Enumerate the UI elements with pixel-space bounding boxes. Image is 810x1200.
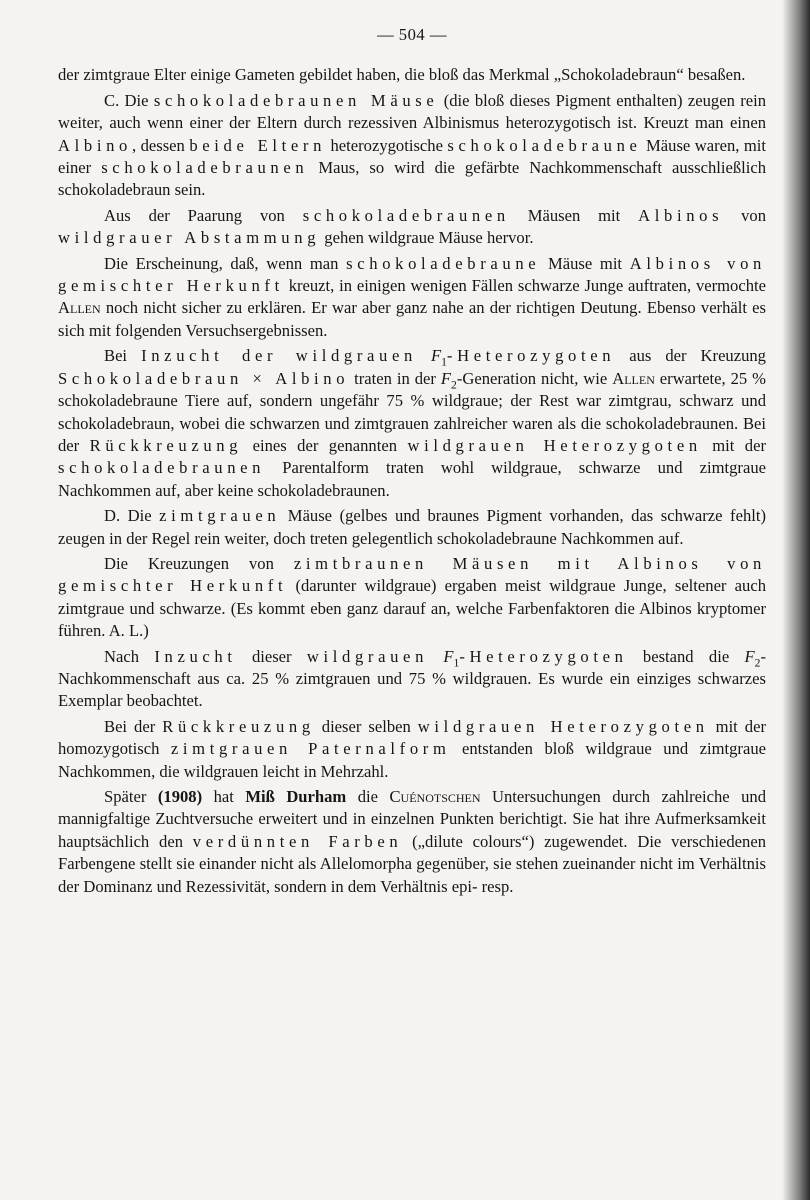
text: (darunter wildgraue) ergaben meist wildgraue Junge, seltener auch zimtgraue und schwarze. (Es kommt eben ganz darauf an, welche Farbenfaktoren die Albinos kryptomer führen. A. L.) (58, 576, 767, 641)
text: aus der Kreuzung (615, 346, 766, 366)
text: (die bloß dieses Pigment enthalten) zeugen rein weiter, auch wenn einer der Eltern durch rezessiven Albinismus heterozygotisch ist. Kreuzt man einen (58, 90, 766, 133)
paragraph-2-section-c (58, 90, 766, 202)
text: Später (104, 787, 158, 806)
spaced-text: schokoladebraune (447, 135, 642, 155)
paragraph-1 (58, 64, 766, 86)
text: D. Die (104, 506, 160, 526)
paragraph-3 (58, 205, 766, 250)
text: erwartete, 25 % schokoladebraune Tiere auf, sondern ungefähr 75 % wildgraue; der Rest war zimtgrau, schwarz und schokoladebraun, wobei die schwarzen und zimtgrauen zahlreicher waren als die schokoladebraunen. Bei der (58, 368, 766, 455)
text: Die Erscheinung, daß, wenn man (104, 253, 347, 273)
formula-f: F (430, 346, 442, 366)
text: Nach (104, 646, 155, 666)
paragraph-8 (58, 646, 766, 713)
text: („dilute colours“) zugewendet. Die verschiedenen Farbengene stellt sie einander nicht als Allelomorpha gegenüber, sie stehen zueinander nicht im Verhältnis der Dominanz und Rezessivität, sondern in dem Verhältnis epi- resp. (58, 831, 767, 896)
text: Mäuse waren, mit einer (58, 135, 767, 178)
text: mit der homozygotisch (58, 716, 766, 759)
spaced-text: -Heterozygoten (446, 346, 616, 366)
spaced-text: Albinos (638, 205, 724, 225)
paragraph-4 (58, 253, 766, 343)
formula-f: F (440, 368, 452, 388)
text: Mäuse mit (540, 253, 630, 273)
spaced-text: Rückkreuzung (89, 435, 243, 455)
text: Untersuchungen durch zahlreiche und mannigfaltige Zuchtversuche erweitert und in einzelnen Punkten berichtigt. Sie hat ihre Aufmerksamkeit hauptsächlich den (58, 787, 767, 851)
paragraph-10 (58, 786, 766, 898)
text: gehen wildgraue Mäuse hervor. (320, 228, 534, 248)
text: Mäusen mit (509, 205, 639, 225)
formula-subscript: 2 (754, 655, 761, 669)
spaced-text: schokoladebraunen Mäuse (153, 90, 439, 110)
spaced-text: wildgrauer Abstammung (58, 228, 321, 248)
spaced-text: verdünnten Farben (192, 831, 403, 851)
formula-f: F (744, 646, 755, 666)
page-number: — 504 — (377, 25, 447, 44)
text: noch nicht sicher zu erklären. Er war aber ganz nahe an der richtigen Deutung. Ebenso verhält es sich mit folgenden Versuchsergebnissen. (58, 298, 766, 340)
bold-year: (1908) (157, 787, 203, 806)
spaced-text: Inzucht der wildgrauen (141, 346, 417, 366)
author-name: Allen (612, 368, 655, 388)
text: Aus der Paarung von (104, 205, 303, 225)
spaced-text: Schokoladebraun × Albino (58, 368, 350, 388)
paragraph-9 (58, 716, 766, 783)
text: traten in der (349, 368, 441, 388)
spaced-text: schokoladebraunen (101, 158, 309, 178)
text: dieser selben (314, 716, 418, 736)
paragraph-6-section-d (58, 505, 766, 550)
text: eines der genannten (242, 435, 408, 455)
text: Die Kreuzungen von (104, 553, 294, 573)
text: -Nachkommenschaft aus ca. 25 % zimtgrauen und 75 % wildgrauen. Es wurde ein einziges schwarzes Exemplar beobachtet. (58, 646, 766, 711)
text: Maus, so wird die gefärbte Nachkommenschaft ausschließlich schokoladebraun sein. (58, 158, 767, 200)
spaced-text: zimtbraunen Mäusen mit Albinos von gemischter Herkunft (58, 553, 766, 596)
spaced-text: Rückkreuzung (162, 716, 315, 736)
text: kreuzt, in einigen wenigen Fällen schwarze Junge auftraten, vermochte (283, 276, 766, 296)
formula-f: F (443, 646, 454, 666)
text: bestand die (627, 646, 745, 666)
spaced-text: wildgrauen Heterozygoten (417, 716, 709, 736)
text: heterozygotische (326, 135, 448, 155)
spaced-text: Inzucht (154, 646, 237, 666)
text: dieser (236, 646, 307, 666)
spaced-text: schokoladebraunen (302, 205, 510, 225)
text: mit der (701, 435, 766, 455)
spaced-text: beide Eltern (189, 135, 327, 155)
text: der zimtgraue Elter einige Gameten gebildet haben, die bloß das Merkmal „Schokoladebraun“ besaßen. (58, 65, 746, 85)
spaced-text: Albino (58, 135, 132, 155)
text: , dessen (131, 135, 190, 155)
spaced-text: wildgrauen Heterozygoten (407, 435, 702, 455)
formula-subscript: 1 (453, 655, 460, 669)
spaced-text: zimtgrauen (159, 506, 281, 526)
text: Bei (104, 346, 142, 366)
spaced-text: zimtgrauen Paternalform (170, 739, 451, 759)
text: entstanden bloß wildgraue und zimtgraue Nachkommen, die wildgrauen leicht in Mehrzahl. (58, 739, 766, 781)
text: Mäuse (gelbes und braunes Pigment vorhanden, das schwarze fehlt) zeugen in der Regel rein weiter, doch treten gelegentlich schokoladebraune Nachkommen auf. (58, 506, 766, 548)
page-edge-shadow (782, 0, 810, 1200)
text: C. Die (104, 90, 154, 110)
spaced-text: Albinos von gemischter Herkunft (58, 253, 766, 296)
spaced-text: wildgrauen (306, 646, 429, 666)
text: die (346, 787, 390, 806)
book-page (58, 24, 766, 901)
bold-author-name: Miß Durham (245, 787, 347, 806)
text: von (723, 205, 767, 225)
spaced-text: schokoladebraunen (58, 458, 266, 478)
formula-subscript: 2 (451, 378, 457, 391)
text: Parentalform traten wohl wildgraue, schwarze und zimtgraue Nachkommen auf, aber keine schokoladebraunen. (58, 458, 766, 500)
formula-subscript: 1 (441, 355, 447, 369)
spaced-text: -Heterozygoten (459, 646, 628, 666)
author-name: Cuénotschen (389, 787, 481, 806)
text: -Generation nicht, wie (456, 368, 613, 388)
paragraph-7 (58, 553, 766, 643)
author-name: Allen (58, 298, 101, 318)
paragraph-5 (58, 345, 766, 502)
spaced-text: schokoladebraune (346, 253, 541, 273)
text: Bei der (104, 716, 163, 736)
text: hat (202, 787, 246, 806)
